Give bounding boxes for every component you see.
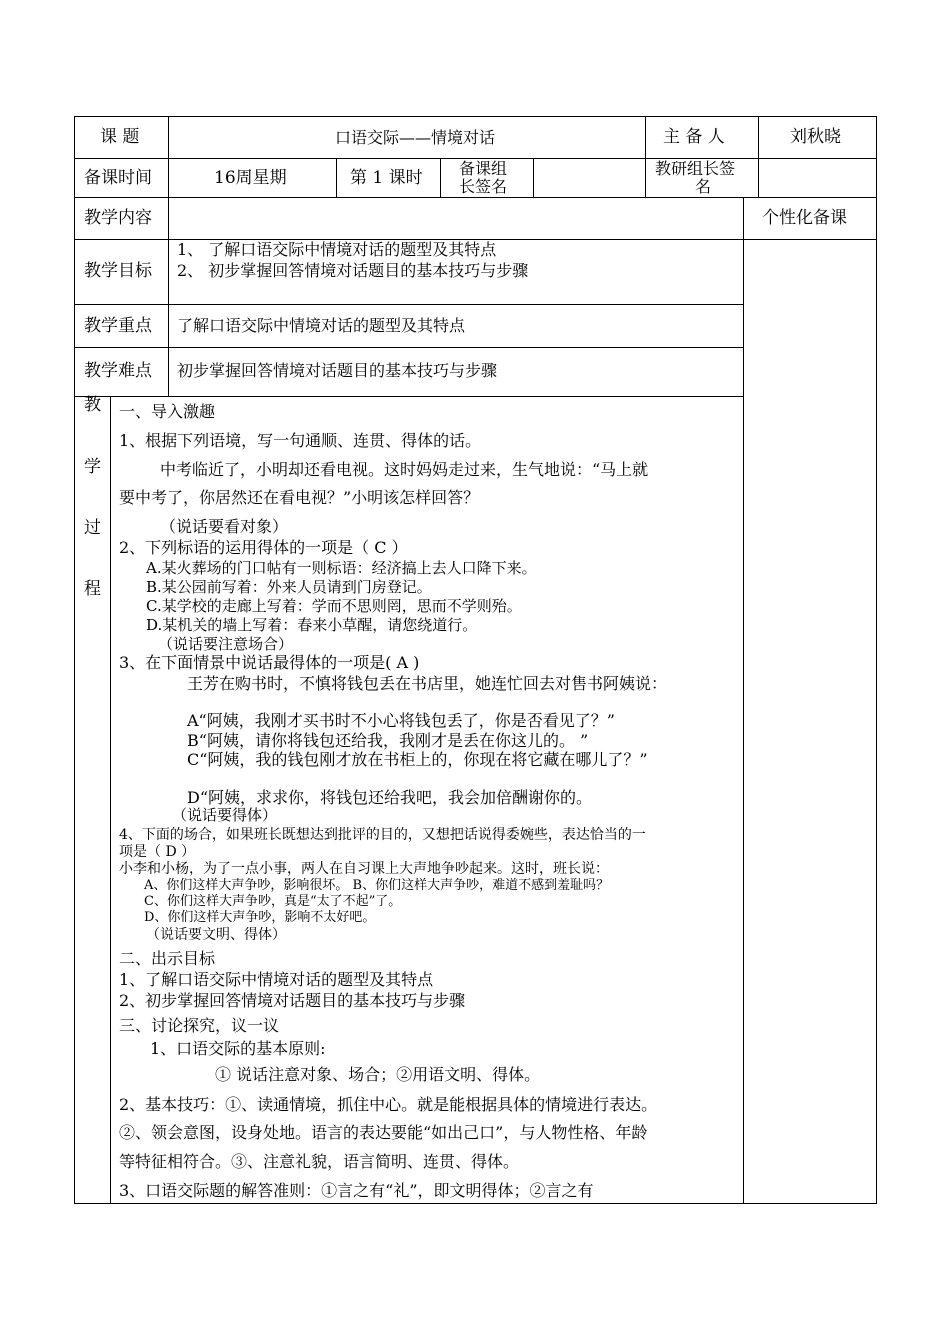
time-value: 16周星期 xyxy=(214,168,287,188)
table-col-group-sign xyxy=(440,158,441,198)
section-2-goal-2: 2、初步掌握回答情境对话题目的基本技巧与步骤 xyxy=(119,991,466,1010)
label-topic: 课 题 xyxy=(100,127,140,147)
q4-note: （说话要文明、得体） xyxy=(146,927,286,943)
section-3-point-1: 1、口语交际的基本原则: xyxy=(150,1039,326,1058)
table-border-bottom xyxy=(74,1203,877,1204)
section-3-point-2-line1: 2、基本技巧：①、读通情境，抓住中心。就是能根据具体的情境进行表达。 xyxy=(119,1095,658,1114)
goal-item-2: 2、 初步掌握回答情境对话题目的基本技巧与步骤 xyxy=(177,261,529,280)
section-3-title: 三、讨论探究，议一议 xyxy=(119,1016,280,1035)
q2-text: 2、下列标语的运用得体的一项是（ C ） xyxy=(119,538,408,557)
section-3-point-1-detail: ① 说话注意对象、场合；②用语文明、得体。 xyxy=(215,1065,541,1084)
preparer-value: 刘秋晓 xyxy=(790,127,841,147)
label-time: 备课时间 xyxy=(84,168,152,188)
section-3-point-2-line3: 等特征相符合。③、注意礼貌，语言简明、连贯、得体。 xyxy=(119,1152,520,1171)
q4-text-line2: 项是（ D ） xyxy=(119,844,196,860)
q4-options-ab: A、你们这样大声争吵，影响很坏。 B、你们这样大声争吵，难道不感到羞耻吗？ xyxy=(144,878,610,893)
q4-text-line1: 4、下面的场合，如果班长既想达到批评的目的，又想把话说得委婉些，表达恰当的一 xyxy=(119,827,646,843)
label-group-sign-line1: 备课组 xyxy=(459,159,508,178)
label-goals: 教学目标 xyxy=(84,261,152,281)
q3-note: （说话要得体） xyxy=(172,806,278,824)
table-col-label-process xyxy=(110,396,111,1204)
lesson-value: 第 1 课时 xyxy=(350,168,423,188)
table-col-lesson xyxy=(336,158,337,198)
q2-option-c: C.某学校的走廊上写着：学而不思则罔，思而不学则殆。 xyxy=(146,597,522,615)
section-2-title: 二、出示目标 xyxy=(119,949,216,968)
key-point: 了解口语交际中情境对话的题型及其特点 xyxy=(177,316,466,335)
q4-scene: 小李和小杨，为了一点小事，两人在自习课上大声地争吵起来。这时，班长说： xyxy=(119,861,609,877)
process-label-char: 教 xyxy=(84,395,101,415)
q2-option-a: A.某火葬场的门口帖有一则标语：经济搞上去人口降下来。 xyxy=(146,559,537,577)
q3-option-b: B“阿姨，请你将钱包还给我，我刚才是丢在你这儿的。 ” xyxy=(187,731,589,750)
q1-text: 1、根据下列语境，写一句通顺、连贯、得体的话。 xyxy=(119,431,482,450)
q3-option-c: C“阿姨，我的钱包刚才放在书柜上的，你现在将它藏在哪儿了？” xyxy=(187,750,648,769)
table-border-left xyxy=(74,116,75,1204)
topic-value: 口语交际——情境对话 xyxy=(335,128,496,147)
q2-note: （说话要注意场合） xyxy=(158,635,294,653)
q3-text: 3、在下面情景中说话最得体的一项是( A ) xyxy=(119,653,420,672)
q3-scene: 王芳在购书时，不慎将钱包丢在书店里，她连忙回去对售书阿姨说： xyxy=(187,674,668,693)
table-border-right xyxy=(876,116,877,1204)
table-rule-difficult xyxy=(74,396,743,397)
q2-option-d: D.某机关的墙上写着：春来小草醒，请您绕道行。 xyxy=(146,616,478,634)
q1-note: （说话要看对象） xyxy=(160,517,289,536)
label-research-sign-line2: 名 xyxy=(695,177,712,196)
label-group-sign-line2: 长签名 xyxy=(459,177,508,196)
table-col-preparer-label xyxy=(645,116,646,198)
table-border-top xyxy=(74,116,877,117)
q4-option-c: C、你们这样大声争吵，真是“太了不起”了。 xyxy=(144,894,402,909)
label-content: 教学内容 xyxy=(84,208,152,228)
section-3-point-2-line2: ②、领会意图，设身处地。语言的表达要能“如出己口”，与人物性格、年龄 xyxy=(119,1123,648,1142)
label-difficult: 教学难点 xyxy=(84,361,152,381)
label-preparer: 主 备 人 xyxy=(663,127,725,147)
table-col-label-upper xyxy=(168,116,169,397)
table-rule-goals xyxy=(74,304,743,305)
table-col-group-sign-value xyxy=(533,158,534,198)
table-col-preparer-value xyxy=(758,116,759,198)
table-rule-key xyxy=(74,347,743,348)
section-3-point-3: 3、口语交际题的解答准则：①言之有“礼”，即文明得体；②言之有 xyxy=(119,1181,594,1200)
q2-option-b: B.某公园前写着：外来人员请到门房登记。 xyxy=(146,578,432,596)
section-1-title: 一、导入激趣 xyxy=(119,402,216,421)
difficult-point: 初步掌握回答情境对话题目的基本技巧与步骤 xyxy=(177,361,498,380)
q3-option-d: D“阿姨，求求你，将钱包还给我吧，我会加倍酬谢你的。 xyxy=(187,788,593,807)
label-key: 教学重点 xyxy=(84,316,152,336)
q1-context-line2: 要中考了，你居然还在看电视？”小明该怎样回答？ xyxy=(119,488,480,507)
table-col-personal xyxy=(743,197,744,1204)
q3-option-a: A“阿姨，我刚才买书时不小心将钱包丢了，你是否看见了？” xyxy=(187,711,615,730)
section-2-goal-1: 1、了解口语交际中情境对话的题型及其特点 xyxy=(119,970,434,989)
process-label-char: 程 xyxy=(84,579,101,599)
q1-context-line1: 中考临近了，小明却还看电视。这时妈妈走过来，生气地说：“马上就 xyxy=(160,460,649,479)
label-personal: 个性化备课 xyxy=(762,208,847,228)
label-research-sign-line1: 教研组长签 xyxy=(655,159,736,178)
process-label-char: 学 xyxy=(84,457,101,477)
goal-item-1: 1、 了解口语交际中情境对话的题型及其特点 xyxy=(177,240,497,259)
q4-option-d: D、你们这样大声争吵，影响不太好吧。 xyxy=(144,910,376,925)
table-rule-row2 xyxy=(74,197,877,198)
process-label-char: 过 xyxy=(84,518,101,538)
